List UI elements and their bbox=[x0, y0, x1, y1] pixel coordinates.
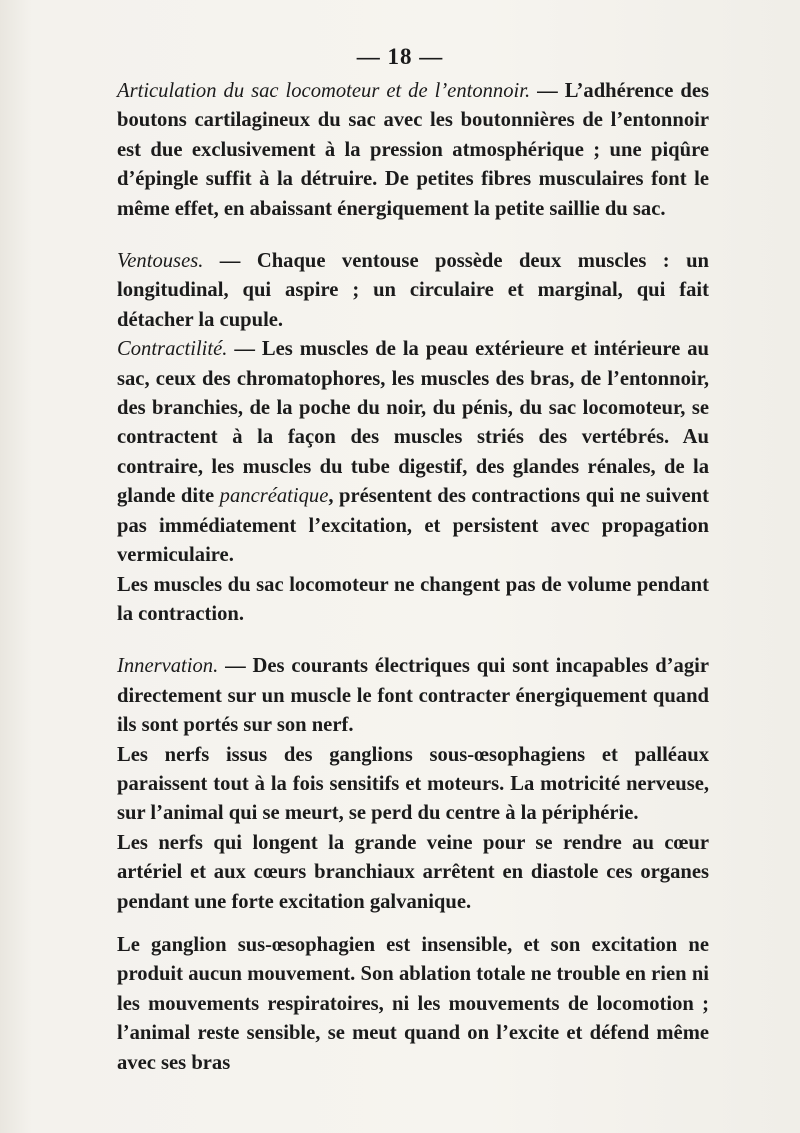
italic-term: pancréatique bbox=[219, 485, 329, 508]
paragraph-text: Les nerfs issus des ganglions sous-œsophagiens et palléaux paraissent tout à la fois sensitifs et moteurs. La motricité nerveuse, sur l’animal qui se meurt, se perd du centre à la périphérie. bbox=[117, 743, 709, 825]
paragraph-text: Le ganglion sus-œsophagien est insensible, et son excitation ne produit aucun mouvement. Son ablation totale ne trouble en rien ni les mouvements respiratoires, ni les mouvements de locomotion ; l’animal reste sensible, se meut quand on l’excite et défend même avec ses bras bbox=[117, 933, 709, 1074]
paragraph-nerfs-veine bbox=[117, 829, 709, 917]
paragraph-text: — L’adhérence des boutons cartilagineux du sac avec les boutonnières de l’entonnoir est due exclusivement à la pression atmosphérique ; une piqûre d’épingle suffit à la détruire. De petites fibres musculaires font le même effet, en abaissant énergiquement la petite saillie du sac. bbox=[117, 80, 709, 220]
paragraph-nerfs-ganglions bbox=[117, 741, 709, 829]
paragraph-text: — Les muscles de la peau extérieure et intérieure au sac, ceux des chromatophores, les muscles des bras, de l’entonnoir, des branchies, de la poche du noir, du pénis, du sac locomoteur, se contractent à la façon des muscles striés des vertébrés. Au contraire, les muscles du tube digestif, des glandes rénales, de la glande dite bbox=[117, 338, 709, 508]
paragraph-ventouses bbox=[117, 247, 709, 335]
paragraph-contractilite bbox=[117, 335, 709, 570]
page-body bbox=[117, 77, 709, 1078]
paragraph-ganglion-sus bbox=[117, 931, 709, 1078]
paragraph-text: Les nerfs qui longent la grande veine pour se rendre au cœur artériel et aux cœurs branchiaux arrêtent en diastole ces organes pendant une forte excitation galvanique. bbox=[117, 831, 709, 913]
paragraph-label: Innervation. bbox=[117, 655, 219, 678]
paragraph-articulation bbox=[117, 77, 709, 224]
paragraph-text: Les muscles du sac locomoteur ne changent pas de volume pendant la contraction. bbox=[117, 573, 709, 625]
paragraph-label: Ventouses. bbox=[117, 250, 204, 273]
page-number: — 18 — bbox=[356, 44, 444, 69]
paragraph-innervation bbox=[117, 652, 709, 740]
paragraph-text: — Des courants électriques qui sont incapables d’agir directement sur un muscle le font contracter énergiquement quand ils sont portés sur son nerf. bbox=[117, 655, 709, 737]
paragraph-label: Articulation du sac locomoteur et de l’entonnoir. bbox=[117, 80, 531, 102]
paragraph-label: Contractilité. bbox=[117, 338, 228, 361]
paragraph-text: , présentent des contractions qui ne suivent pas immédiatement l’excitation, et persistent avec propagation vermiculaire. bbox=[117, 485, 709, 567]
paragraph-sac-volume bbox=[117, 571, 709, 630]
paragraph-text: — Chaque ventouse possède deux muscles : un longitudinal, qui aspire ; un circulaire et marginal, qui fait détacher la cupule. bbox=[117, 250, 709, 331]
